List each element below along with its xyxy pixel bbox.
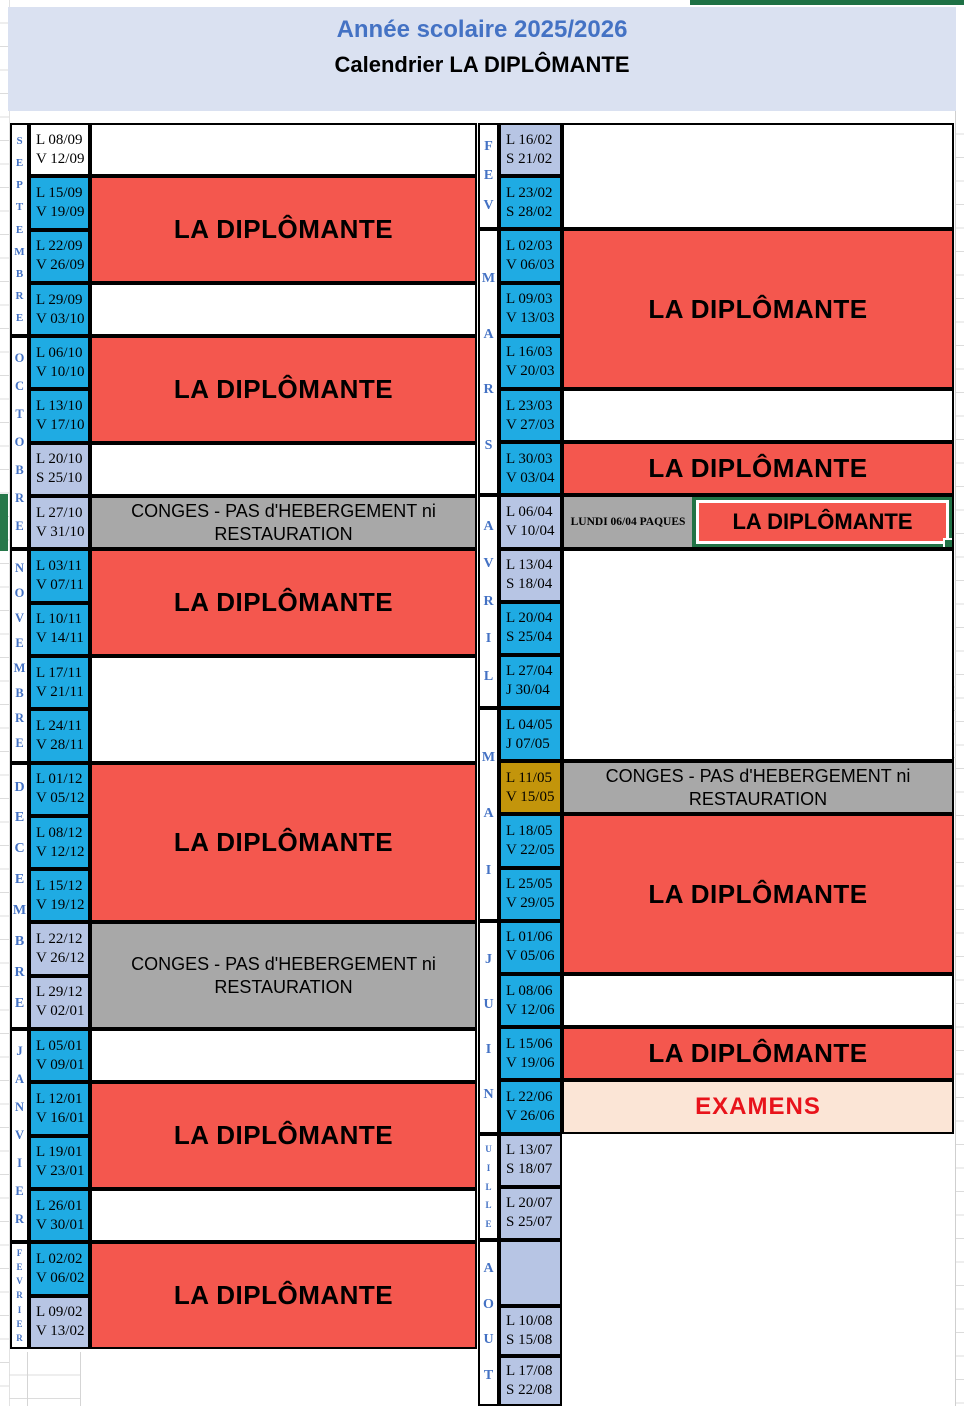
month-letter: R [14, 965, 25, 981]
week-end-date: V 07/11 [36, 577, 84, 594]
week-cell[interactable] [29, 1029, 90, 1082]
week-end-date: V 12/12 [36, 843, 85, 860]
left-gridline-strip [0, 0, 10, 1406]
month-label-aout[interactable] [478, 1240, 499, 1406]
week-cell[interactable] [499, 123, 562, 176]
week-cell[interactable] [29, 549, 90, 602]
week-start-date: L 03/11 [36, 558, 82, 575]
month-label-mai[interactable] [478, 708, 499, 921]
week-end-date: V 23/01 [36, 1163, 85, 1180]
week-cell[interactable] [499, 708, 562, 761]
week-end-date: V 26/09 [36, 257, 85, 274]
month-letter: O [14, 351, 25, 366]
week-start-date: L 11/05 [506, 769, 552, 786]
block-label: EXAMENS [695, 1092, 821, 1120]
week-start-date: L 19/01 [36, 1144, 83, 1161]
page-title: Année scolaire 2025/2026 [336, 16, 628, 43]
week-start-date: L 18/05 [506, 823, 553, 840]
week-cell[interactable] [499, 1187, 562, 1240]
top-green-selection-bar [690, 0, 964, 5]
week-end-date: S 18/07 [506, 1161, 553, 1178]
week-end-date: V 22/05 [506, 842, 555, 859]
month-letter: I [17, 1156, 22, 1171]
month-letter: M [14, 245, 25, 258]
week-end-date: V 13/02 [36, 1323, 85, 1340]
week-start-date: L 16/03 [506, 344, 553, 361]
month-letter: S [484, 437, 493, 453]
month-letter: L [485, 1181, 492, 1192]
diplomante-block[interactable] [562, 1027, 954, 1080]
week-cell[interactable] [499, 1306, 562, 1356]
block-label: LA DIPLÔMANTE [173, 214, 394, 245]
paques-note: LUNDI 06/04 PAQUES [570, 515, 686, 528]
month-letter: L [483, 668, 494, 684]
month-letter: V [14, 611, 25, 626]
month-letter: E [485, 1218, 492, 1229]
month-letter: F [484, 138, 493, 154]
month-label-septembre[interactable] [10, 123, 29, 336]
week-end-date: S 25/07 [506, 1214, 553, 1231]
week-start-date: L 10/08 [506, 1312, 553, 1329]
empty-block[interactable] [90, 656, 477, 763]
week-start-date: L 02/02 [36, 1250, 83, 1267]
block-label: LA DIPLÔMANTE [648, 453, 868, 484]
week-start-date: L 08/06 [506, 982, 553, 999]
month-label-novembre[interactable] [10, 549, 29, 762]
week-start-date: L 05/01 [36, 1037, 83, 1054]
week-cell[interactable] [29, 283, 90, 336]
week-end-date: V 26/06 [506, 1107, 555, 1124]
month-letter: R [15, 289, 24, 302]
week-start-date: L 13/07 [506, 1142, 553, 1159]
week-start-date: L 06/04 [506, 503, 553, 520]
week-start-date: L 06/10 [36, 344, 83, 361]
week-start-date: L 09/03 [506, 291, 553, 308]
month-label-fevrier[interactable] [10, 1242, 29, 1349]
block-label: LA DIPLÔMANTE [173, 373, 394, 404]
selected-cell-label: LA DIPLÔMANTE [699, 503, 946, 540]
month-letter: I [485, 1041, 492, 1057]
diplomante-block[interactable] [90, 549, 477, 656]
month-letter: E [14, 996, 25, 1012]
week-end-date: V 19/06 [506, 1054, 555, 1071]
month-letter: N [483, 1086, 494, 1102]
week-cell[interactable] [29, 443, 90, 496]
week-cell[interactable] [499, 1356, 562, 1406]
week-cell[interactable] [29, 389, 90, 442]
week-end-date: V 20/03 [506, 363, 555, 380]
month-letter: T [15, 201, 24, 214]
week-end-date: V 06/02 [36, 1269, 85, 1286]
gridline [27, 1352, 28, 1406]
week-end-date: S 25/10 [36, 470, 83, 487]
month-letter: C [14, 841, 25, 857]
month-letter: R [16, 1332, 23, 1343]
month-label-mars[interactable] [478, 229, 499, 495]
week-cell[interactable] [29, 656, 90, 709]
week-start-date: L 01/06 [506, 929, 553, 946]
month-letter: R [14, 710, 25, 725]
month-label-juin[interactable] [478, 921, 499, 1134]
month-letter: B [15, 685, 24, 700]
month-letter: I [485, 862, 492, 878]
week-cell[interactable] [499, 814, 562, 867]
week-end-date: V 10/04 [506, 522, 555, 539]
fill-handle[interactable] [943, 538, 954, 549]
month-letter: B [15, 463, 24, 478]
week-end-date: V 10/10 [36, 363, 85, 380]
week-cell[interactable] [29, 603, 90, 656]
week-end-date: V 03/10 [36, 310, 85, 327]
bottom-left-cells-patch [9, 1352, 81, 1406]
month-letter: M [12, 903, 27, 919]
month-letter: S [16, 135, 23, 148]
month-letter: M [481, 270, 496, 286]
week-start-date: L 02/03 [506, 237, 553, 254]
week-end-date: V 02/01 [36, 1003, 85, 1020]
month-letter: O [14, 435, 25, 450]
week-cell[interactable] [499, 549, 562, 602]
week-cell[interactable] [499, 229, 562, 282]
month-letter: V [483, 556, 494, 572]
month-label-janvier[interactable] [10, 1029, 29, 1242]
week-start-date: L 22/12 [36, 931, 83, 948]
block-label: LA DIPLÔMANTE [173, 1280, 394, 1311]
week-start-date: L 27/04 [506, 663, 553, 680]
month-letter: D [14, 779, 25, 795]
week-cell[interactable] [499, 336, 562, 389]
block-label: CONGES - PAS d'HEBERGEMENT ni RESTAURATION [605, 765, 911, 809]
conges-block[interactable] [90, 922, 477, 1029]
month-letter: N [14, 1100, 25, 1115]
week-end-date: S 21/02 [506, 150, 553, 167]
week-start-date: L 09/02 [36, 1304, 83, 1321]
week-start-date: L 04/05 [506, 716, 553, 733]
conges-block[interactable] [562, 761, 954, 814]
week-cell[interactable] [499, 974, 562, 1027]
week-cell[interactable] [29, 496, 90, 549]
month-letter: E [15, 223, 24, 236]
month-letter: U [485, 1144, 492, 1155]
block-label: CONGES - PAS d'HEBERGEMENT ni RESTAURATION [131, 500, 436, 544]
week-start-date: L 08/12 [36, 824, 83, 841]
week-end-date: V 19/09 [36, 203, 85, 220]
block-label: LA DIPLÔMANTE [173, 587, 394, 618]
month-letter: F [16, 1248, 23, 1259]
month-letter: I [485, 631, 492, 647]
week-cell[interactable] [29, 1136, 90, 1189]
week-cell[interactable] [499, 602, 562, 655]
header-band[interactable] [8, 7, 956, 111]
month-letter: A [483, 1261, 494, 1277]
block-label: LA DIPLÔMANTE [173, 827, 394, 857]
month-letter: E [15, 157, 24, 170]
examens-block[interactable] [562, 1080, 954, 1133]
week-end-date: J 07/05 [506, 735, 550, 752]
diplomante-block[interactable] [90, 1082, 477, 1189]
week-start-date: L 10/11 [36, 611, 82, 628]
diplomante-block[interactable] [562, 229, 954, 389]
week-start-date: L 26/01 [36, 1197, 83, 1214]
month-label-avril[interactable] [478, 495, 499, 708]
diplomante-block[interactable] [90, 336, 477, 443]
month-letter: V [16, 1276, 23, 1287]
calendar-column-right [478, 123, 954, 1406]
month-letter: R [483, 382, 494, 398]
week-end-date: V 09/01 [36, 1056, 85, 1073]
week-start-date: L 13/04 [506, 557, 553, 574]
week-end-date: V 03/04 [506, 469, 555, 486]
week-end-date: V 28/11 [36, 736, 84, 753]
week-cell[interactable] [29, 1189, 90, 1242]
week-cell[interactable] [29, 976, 90, 1029]
diplomante-block[interactable] [90, 1242, 477, 1349]
week-start-date: L 24/11 [36, 717, 82, 734]
month-letter: E [14, 872, 25, 888]
week-start-date: L 30/03 [506, 450, 553, 467]
week-start-date: L 23/02 [506, 184, 553, 201]
week-start-date: L 22/09 [36, 238, 83, 255]
week-end-date: V 31/10 [36, 523, 85, 540]
month-letter: U [483, 996, 494, 1012]
week-cell[interactable] [29, 336, 90, 389]
month-label-decembre[interactable] [10, 763, 29, 1029]
month-letter: A [483, 326, 494, 342]
week-end-date: V 13/03 [506, 310, 555, 327]
week-end-date: S 18/04 [506, 576, 553, 593]
calendar-column-left [10, 123, 477, 1349]
month-letter: A [483, 806, 494, 822]
week-end-date: V 30/01 [36, 1216, 85, 1233]
week-end-date: V 21/11 [36, 683, 84, 700]
month-letter: E [15, 311, 24, 324]
diplomante-block[interactable] [90, 763, 477, 923]
week-end-date: V 15/05 [506, 788, 555, 805]
week-cell[interactable] [29, 176, 90, 229]
conges-block[interactable] [90, 496, 477, 549]
week-start-date: L 16/02 [506, 131, 553, 148]
month-letter: M [481, 750, 496, 766]
week-cell[interactable] [499, 1027, 562, 1080]
week-end-date: V 27/03 [506, 416, 555, 433]
week-start-date: L 13/10 [36, 398, 83, 415]
month-label-juillet[interactable] [478, 1134, 499, 1240]
week-start-date: L 29/09 [36, 291, 83, 308]
block-label: LA DIPLÔMANTE [173, 1120, 394, 1151]
week-start-date: L 17/08 [506, 1362, 553, 1379]
selected-cell[interactable] [692, 496, 953, 547]
week-end-date: S 22/08 [506, 1381, 553, 1398]
month-letter: I [17, 1304, 22, 1315]
week-start-date: L 15/12 [36, 877, 83, 894]
month-letter: J [16, 1044, 23, 1059]
week-cell[interactable] [29, 123, 90, 176]
month-letter: O [483, 1296, 494, 1312]
month-letter: M [13, 660, 26, 675]
month-letter: V [483, 197, 494, 213]
week-cell[interactable] [29, 816, 90, 869]
left-green-marker [0, 494, 8, 551]
page-subtitle: Calendrier LA DIPLÔMANTE [334, 52, 630, 77]
week-start-date: L 22/06 [506, 1088, 553, 1105]
month-letter: U [483, 1332, 494, 1348]
week-cell[interactable] [499, 1240, 562, 1306]
month-letter: B [15, 267, 24, 280]
month-letter: B [14, 934, 25, 950]
week-start-date: L 25/05 [506, 876, 553, 893]
diplomante-block[interactable] [562, 442, 954, 495]
week-cell[interactable] [29, 709, 90, 762]
week-start-date: L 17/11 [36, 664, 82, 681]
week-end-date: V 05/06 [506, 948, 555, 965]
month-letter: V [14, 1128, 25, 1143]
month-letter: R [16, 1290, 23, 1301]
week-cell[interactable] [29, 1082, 90, 1135]
month-letter: A [14, 1072, 25, 1087]
month-letter: E [15, 735, 24, 750]
diplomante-block[interactable] [562, 814, 954, 974]
month-letter: C [14, 379, 25, 394]
empty-block[interactable] [90, 283, 477, 336]
week-end-date: S 15/08 [506, 1331, 553, 1348]
week-cell[interactable] [499, 176, 562, 229]
month-letter: R [483, 593, 494, 609]
week-end-date: V 06/03 [506, 256, 555, 273]
week-end-date: V 12/06 [506, 1001, 555, 1018]
block-label: LA DIPLÔMANTE [648, 878, 868, 909]
week-end-date: V 26/12 [36, 950, 85, 967]
week-cell[interactable] [29, 869, 90, 922]
empty-block[interactable] [562, 123, 954, 229]
week-cell[interactable] [499, 761, 562, 814]
week-cell[interactable] [29, 1242, 90, 1295]
right-gridline-strip [955, 111, 964, 1406]
month-letter: R [14, 1212, 25, 1227]
week-start-date: L 29/12 [36, 984, 83, 1001]
week-cell[interactable] [499, 283, 562, 336]
month-label-fev[interactable] [478, 123, 499, 229]
week-cell[interactable] [499, 655, 562, 708]
week-start-date: L 12/01 [36, 1090, 83, 1107]
paques-week-block[interactable] [562, 495, 954, 548]
month-letter: J [485, 951, 492, 967]
empty-block[interactable] [90, 123, 477, 176]
week-start-date: L 15/09 [36, 184, 83, 201]
week-cell[interactable] [499, 442, 562, 495]
empty-block[interactable] [90, 443, 477, 496]
week-end-date: V 16/01 [36, 1109, 85, 1126]
month-letter: O [14, 586, 25, 601]
month-letter: I [486, 1162, 491, 1173]
week-cell[interactable] [29, 1296, 90, 1349]
week-cell[interactable] [499, 389, 562, 442]
month-letter: E [15, 519, 24, 534]
week-cell[interactable] [499, 868, 562, 921]
block-label: CONGES - PAS d'HEBERGEMENT ni RESTAURATION [131, 953, 436, 997]
empty-block[interactable] [562, 549, 954, 762]
empty-block[interactable] [562, 974, 954, 1027]
month-letter: E [14, 810, 25, 826]
week-start-date: L 27/10 [36, 504, 83, 521]
week-end-date: V 19/12 [36, 896, 85, 913]
month-letter: E [16, 1318, 23, 1329]
block-label: LA DIPLÔMANTE [648, 293, 868, 324]
week-cell[interactable] [29, 763, 90, 816]
week-start-date: L 20/04 [506, 610, 553, 627]
week-end-date: V 05/12 [36, 790, 85, 807]
week-end-date: S 25/04 [506, 629, 553, 646]
month-letter: E [483, 168, 494, 184]
week-start-date: L 23/03 [506, 397, 553, 414]
empty-block[interactable] [90, 1029, 477, 1082]
month-letter: E [15, 636, 24, 650]
week-end-date: V 17/10 [36, 417, 85, 434]
block-label: LA DIPLÔMANTE [648, 1038, 868, 1069]
week-start-date: L 01/12 [36, 771, 83, 788]
empty-block[interactable] [562, 389, 954, 442]
month-letter: P [16, 179, 23, 192]
empty-block[interactable] [90, 1189, 477, 1242]
week-cell[interactable] [499, 1080, 562, 1133]
month-label-octobre[interactable] [10, 336, 29, 549]
month-letter: A [483, 518, 494, 534]
week-cell[interactable] [29, 922, 90, 975]
week-start-date: L 08/09 [36, 131, 83, 148]
month-letter: L [485, 1200, 492, 1211]
diplomante-block[interactable] [90, 176, 477, 283]
week-cell[interactable] [29, 230, 90, 283]
week-start-date: L 15/06 [506, 1035, 553, 1052]
month-letter: T [15, 407, 24, 422]
week-end-date: V 14/11 [36, 630, 84, 647]
week-start-date: L 20/07 [506, 1195, 553, 1212]
week-end-date: V 12/09 [36, 150, 85, 167]
week-end-date: J 30/04 [506, 682, 550, 699]
week-end-date: S 28/02 [506, 203, 553, 220]
week-end-date: V 29/05 [506, 895, 555, 912]
month-letter: R [14, 491, 25, 506]
month-letter: E [16, 1262, 23, 1273]
month-letter: E [15, 1184, 24, 1199]
week-cell[interactable] [499, 495, 562, 548]
month-letter: N [14, 561, 25, 576]
week-start-date: L 20/10 [36, 451, 83, 468]
week-cell[interactable] [499, 1134, 562, 1187]
month-letter: T [483, 1367, 494, 1383]
week-cell[interactable] [499, 921, 562, 974]
